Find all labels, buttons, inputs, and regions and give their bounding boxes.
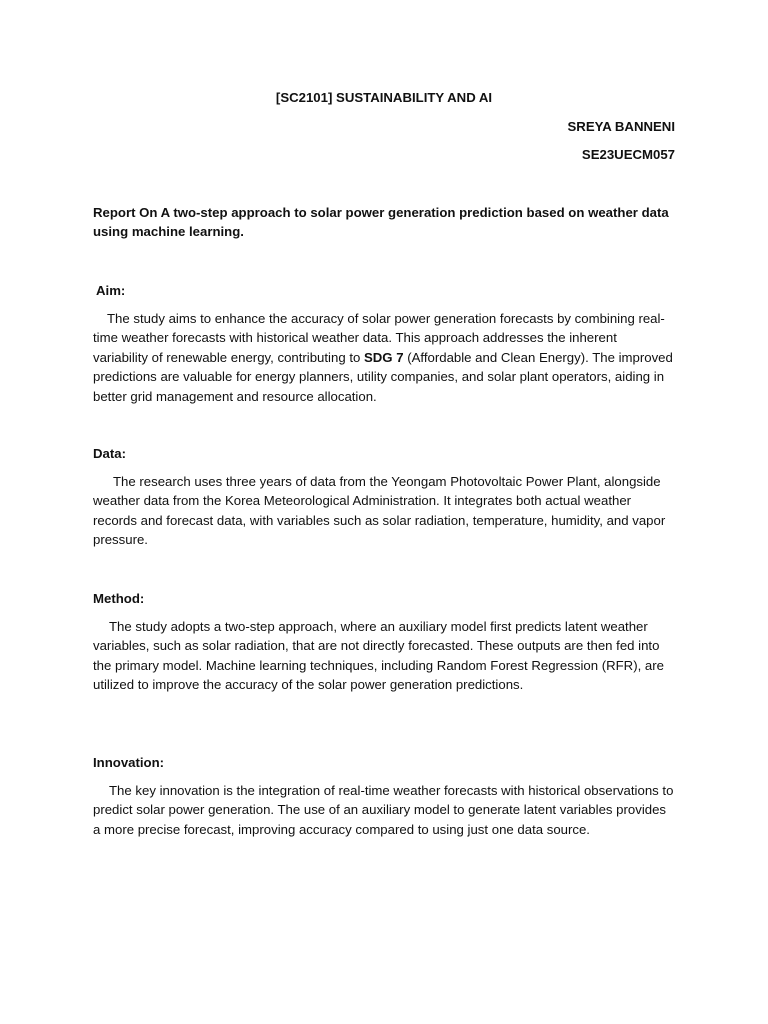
sdg-emphasis: SDG 7	[363, 349, 404, 365]
roll-number: SE23UECM057	[581, 147, 675, 162]
aim-text-after: (Affordable and Clean Energy). The improved predictions are valuable for energy planners, utility companies, and solar plant operators, aiding in better grid management and resource allocation.	[93, 349, 673, 404]
aim-heading: Aim:	[96, 283, 126, 298]
author-name: SREYA BANNENI	[567, 119, 675, 134]
report-title: Report On A two-step approach to solar power generation prediction based on weather data using machine learning.	[93, 205, 669, 240]
method-heading: Method:	[93, 591, 145, 606]
innovation-paragraph: The key innovation is the integration of real-time weather forecasts with historical observations to predict solar power generation. The use of an auxiliary model to generate latent variables provides a more precise forecast, improving accuracy compared to using just one data source.	[93, 783, 674, 837]
aim-paragraph	[93, 309, 675, 406]
innovation-heading: Innovation:	[93, 755, 165, 770]
method-paragraph: The study adopts a two-step approach, where an auxiliary model first predicts latent weather variables, such as solar radiation, that are not directly forecasted. These outputs are then fed into the primary model. Machine learning techniques, including Random Forest Regression (RFR), are utilized to improve the accuracy of the solar power generation predictions.	[93, 619, 664, 693]
aim-text-before: The study aims to enhance the accuracy of solar power generation forecasts by combining real-time weather forecasts with historical weather data. This approach addresses the inherent variability of renewable energy, contributing to	[93, 311, 665, 365]
course-title: [SC2101] SUSTAINABILITY AND AI	[275, 90, 493, 105]
data-paragraph: The research uses three years of data from the Yeongam Photovoltaic Power Plant, alongside weather data from the Korea Meteorological Administration. It integrates both actual weather records and forecast data, with variables such as solar radiation, temperature, humidity, and vapor pressure.	[93, 474, 666, 548]
data-heading: Data:	[93, 446, 126, 461]
